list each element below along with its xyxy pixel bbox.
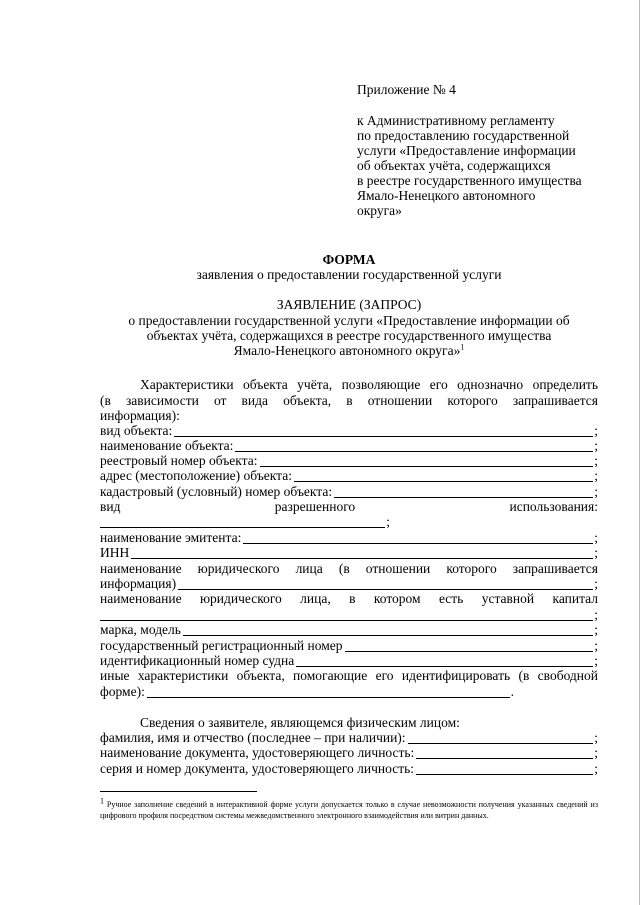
registry-number-field[interactable]: реестровый номер объекта: ;	[100, 453, 598, 468]
statement-line: о предоставлении государственной услуги «Предоставление информации об	[128, 313, 570, 328]
fill-line[interactable]	[147, 685, 510, 698]
fill-line[interactable]	[416, 746, 593, 759]
issuer-name-field[interactable]: наименование эмитента: ;	[100, 530, 598, 545]
permitted-use-label: вид разрешенного использования:	[100, 499, 598, 514]
appendix-line: услуги «Предоставление информации	[357, 143, 576, 158]
brand-model-field[interactable]: марка, модель ;	[100, 622, 598, 637]
full-name-field[interactable]: фамилия, имя и отчество (последнее – при наличии): ;	[100, 730, 598, 745]
form-title: ФОРМА	[322, 252, 376, 267]
appendix-line: округа»	[357, 203, 402, 218]
fill-line[interactable]	[296, 654, 593, 667]
form-subtitle: заявления о предоставлении государственной услуги	[196, 267, 502, 282]
fill-line[interactable]	[345, 639, 594, 652]
fill-line[interactable]	[243, 531, 593, 544]
object-intro-line: Характеристики объекта учёта, позволяющие его однозначно определить	[140, 377, 598, 392]
footnote-mark: 1	[100, 796, 104, 806]
object-type-field[interactable]: вид объекта: ;	[100, 423, 598, 438]
field-label: форме):	[100, 684, 145, 699]
appendix-line: об объектах учёта, содержащихся	[357, 158, 551, 173]
appendix-line: к Административному регламенту	[357, 113, 555, 128]
field-label: наименование объекта:	[100, 438, 234, 453]
appendix-line: по предоставлению государственной	[357, 128, 570, 143]
other-characteristics-label: иные характеристики объекта, помогающие его идентифицировать (в свободной	[100, 668, 598, 683]
fill-line[interactable]	[260, 454, 594, 467]
field-label: адрес (местоположение) объекта:	[100, 468, 292, 483]
fill-line[interactable]	[131, 546, 593, 559]
field-label: идентификационный номер судна	[100, 653, 295, 668]
field-label: серия и номер документа, удостоверяющего личность:	[100, 761, 415, 776]
field-label: государственный регистрационный номер	[100, 638, 343, 653]
appendix-line: Ямало-Ненецкого автономного	[357, 188, 536, 203]
object-intro-line: информация):	[100, 408, 180, 423]
field-label: кадастровый (условный) номер объекта:	[100, 484, 333, 499]
field-label: марка, модель	[100, 622, 181, 637]
series-number-field[interactable]: серия и номер документа, удостоверяющего личность: ;	[100, 761, 598, 776]
field-label: вид объекта:	[100, 423, 173, 438]
statement-line: объектах учёта, содержащихся в реестре государственного имущества	[146, 328, 552, 343]
state-reg-number-field[interactable]: государственный регистрационный номер ;	[100, 638, 598, 653]
applicant-intro: Сведения о заявителе, являющемся физическим лицом:	[140, 715, 460, 730]
field-label: наименование документа, удостоверяющего личность:	[100, 745, 415, 760]
footnote-ref[interactable]: 1	[460, 342, 465, 352]
fill-line[interactable]	[294, 469, 593, 482]
footnote-divider	[100, 791, 257, 792]
other-characteristics-field[interactable]: форме): .	[100, 684, 514, 699]
footnote	[100, 796, 598, 821]
fill-line[interactable]	[183, 623, 593, 636]
object-name-field[interactable]: наименование объекта: ;	[100, 438, 598, 453]
permitted-use-field[interactable]: ;	[100, 514, 390, 529]
statement-title: ЗАЯВЛЕНИЕ (ЗАПРОС)	[276, 297, 422, 312]
statement-line-text: Ямало-Ненецкого автономного округа»	[233, 343, 461, 358]
legal-entity-label: наименование юридического лица (в отношении которого запрашивается	[100, 561, 598, 576]
footnote-text: Ручное заполнение сведений в интерактивной форме услуги допускается только в случае невозможности получения указанных сведений из цифрового профиля посредством системы межведомственного электронного взаимодействия или витрин данных.	[100, 800, 598, 820]
charter-capital-field[interactable]: ;	[100, 607, 598, 622]
field-label: фамилия, имя и отчество (последнее – при наличии):	[100, 730, 406, 745]
field-label: наименование эмитента:	[100, 530, 242, 545]
fill-line[interactable]	[235, 439, 593, 452]
object-intro-line: (в зависимости от вида объекта, в отношении которого запрашивается	[100, 393, 598, 408]
fill-line[interactable]	[178, 577, 593, 590]
fill-line[interactable]	[174, 424, 593, 437]
field-label: ИНН	[100, 545, 130, 560]
fill-line[interactable]	[100, 608, 593, 621]
appendix-title: Приложение № 4	[357, 82, 456, 97]
fill-line[interactable]	[100, 515, 385, 528]
inn-field[interactable]: ИНН ;	[100, 545, 598, 560]
fill-line[interactable]	[334, 485, 593, 498]
address-field[interactable]: адрес (местоположение) объекта: ;	[100, 468, 598, 483]
vessel-id-field[interactable]: идентификационный номер судна ;	[100, 653, 598, 668]
fill-line[interactable]	[416, 762, 593, 775]
fill-line[interactable]	[408, 731, 594, 744]
legal-entity-field[interactable]: информация) ;	[100, 576, 598, 591]
id-document-field[interactable]: наименование документа, удостоверяющего личность: ;	[100, 745, 598, 760]
field-label: информация)	[100, 576, 177, 591]
statement-line	[100, 343, 598, 358]
cadastral-number-field[interactable]: кадастровый (условный) номер объекта: ;	[100, 484, 598, 499]
charter-capital-label: наименование юридического лица, в котором есть уставной капитал	[100, 591, 598, 606]
field-label: реестровый номер объекта:	[100, 453, 258, 468]
appendix-line: в реестре государственного имущества	[357, 173, 582, 188]
